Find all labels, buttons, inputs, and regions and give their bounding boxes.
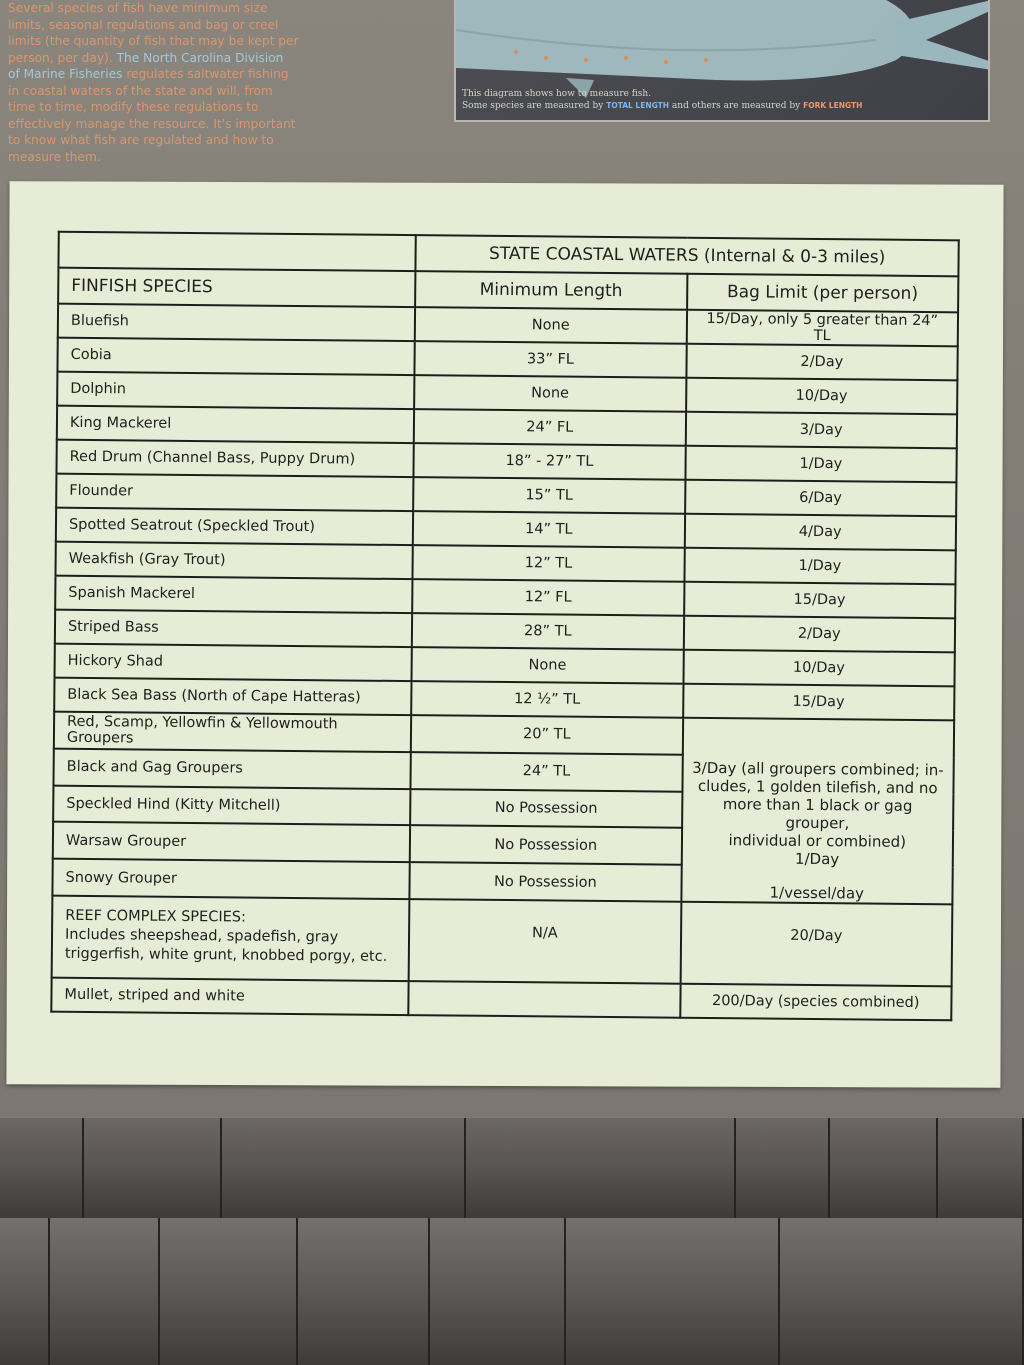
species-cell: Weakfish (Gray Trout) bbox=[55, 542, 412, 579]
length-cell: No Possession bbox=[410, 825, 682, 864]
species-cell: Cobia bbox=[57, 338, 414, 375]
column-header-bag: Bag Limit (per person) bbox=[687, 274, 959, 313]
species-cell: Warsaw Grouper bbox=[53, 822, 410, 862]
intro-line bbox=[8, 66, 338, 83]
species-cell: Bluefish bbox=[58, 304, 415, 341]
shingle bbox=[0, 1218, 50, 1365]
length-cell: 14” TL bbox=[413, 511, 685, 548]
caption-line: This diagram shows how to measure fish. bbox=[462, 89, 652, 99]
intro-line: measure them. bbox=[8, 149, 101, 164]
length-cell: 24” TL bbox=[411, 752, 683, 791]
grouper-bag-line: cludes, 1 golden tilefish, and no bbox=[697, 776, 938, 798]
length-cell: 12 ½” TL bbox=[411, 681, 683, 718]
shingle bbox=[566, 1218, 780, 1365]
intro-line: effectively manage the resource. It's important bbox=[8, 116, 296, 131]
species-cell bbox=[52, 896, 410, 981]
empty-header-cell bbox=[58, 232, 415, 271]
intro-line: limits (the quantity of fish that may be kept per bbox=[8, 34, 299, 48]
shingle bbox=[84, 1118, 222, 1218]
shingle bbox=[830, 1118, 938, 1218]
length-cell: No Possession bbox=[410, 789, 682, 828]
fish-caption bbox=[462, 88, 862, 112]
column-header-length: Minimum Length bbox=[415, 271, 687, 310]
intro-line: limits, seasonal regulations and bag or creel bbox=[8, 17, 279, 32]
intro-line: in coastal waters of the state and will, from bbox=[8, 83, 273, 98]
length-cell: 33” FL bbox=[415, 341, 687, 378]
group-header: STATE COASTAL WATERS (Internal & 0-3 miles) bbox=[416, 235, 959, 276]
fork-length-label: FORK LENGTH bbox=[803, 101, 863, 110]
length-cell: None bbox=[412, 647, 684, 684]
bag-cell: 1/Day bbox=[684, 548, 956, 585]
species-cell: Red Drum (Channel Bass, Puppy Drum) bbox=[56, 440, 413, 477]
shingle bbox=[222, 1118, 466, 1218]
length-cell: 15” TL bbox=[413, 477, 685, 514]
length-cell: 24” FL bbox=[414, 409, 686, 446]
species-cell: Striped Bass bbox=[55, 610, 412, 647]
species-cell: Dolphin bbox=[57, 372, 414, 409]
species-cell: Spotted Seatrout (Speckled Trout) bbox=[56, 508, 413, 545]
grouper-bag-line: 1/vessel/day bbox=[769, 883, 865, 903]
length-cell: 12” TL bbox=[413, 545, 685, 582]
intro-text: person, per day). bbox=[8, 50, 113, 65]
bag-cell: 15/Day bbox=[684, 582, 956, 619]
bag-cell: 2/Day bbox=[686, 344, 958, 381]
table-body bbox=[52, 304, 958, 905]
bag-cell: 10/Day bbox=[683, 650, 955, 687]
length-cell: 12” FL bbox=[412, 579, 684, 616]
bag-cell: 4/Day bbox=[684, 514, 956, 551]
grouper-bag-line: 3/Day (all groupers combined; in- bbox=[692, 758, 944, 780]
length-cell: 18” - 27” TL bbox=[414, 443, 686, 480]
shingle bbox=[938, 1118, 1024, 1218]
shingle-wall bbox=[0, 1118, 1024, 1365]
bag-cell: 2/Day bbox=[683, 616, 955, 653]
species-cell: Spanish Mackerel bbox=[55, 576, 412, 613]
length-cell: None bbox=[414, 375, 686, 412]
agency-name: of Marine Fisheries bbox=[8, 67, 123, 81]
bag-cell: 6/Day bbox=[685, 480, 957, 517]
intro-text: regulates saltwater fishing bbox=[126, 67, 289, 81]
intro-line: time to time, modify these regulations to bbox=[8, 100, 259, 114]
grouper-bag-cell bbox=[681, 718, 954, 905]
shingle bbox=[0, 1118, 84, 1218]
length-cell: 28” TL bbox=[412, 613, 684, 650]
bag-cell: 200/Day (species combined) bbox=[680, 984, 952, 1021]
grouper-bag-line: more than 1 black or gag grouper, bbox=[722, 795, 913, 833]
length-cell bbox=[408, 981, 680, 1018]
species-cell: Hickory Shad bbox=[55, 644, 412, 681]
grouper-bag-line: individual or combined) bbox=[728, 831, 907, 851]
shingle bbox=[466, 1118, 736, 1218]
length-cell: None bbox=[415, 307, 687, 344]
regulations-table bbox=[50, 231, 959, 1022]
bag-cell: 20/Day bbox=[680, 902, 952, 987]
shingle bbox=[736, 1118, 830, 1218]
bag-cell: 15/Day bbox=[683, 684, 955, 721]
species-cell: Black and Gag Groupers bbox=[53, 748, 410, 788]
caption-text: Some species are measured by bbox=[462, 101, 604, 111]
reef-detail: triggerfish, white grunt, knobbed porgy, etc. bbox=[64, 945, 388, 965]
intro-line: to know what fish are regulated and how to bbox=[8, 133, 274, 147]
species-cell: Flounder bbox=[56, 474, 413, 511]
species-cell: King Mackerel bbox=[57, 406, 414, 443]
regulations-sign bbox=[6, 181, 1003, 1087]
intro-line bbox=[8, 50, 338, 67]
agency-name: The North Carolina Division bbox=[116, 50, 284, 65]
total-length-label: TOTAL LENGTH bbox=[606, 101, 670, 110]
species-cell: Black Sea Bass (North of Cape Hatteras) bbox=[54, 678, 411, 715]
species-cell: Snowy Grouper bbox=[52, 859, 409, 899]
caption-line bbox=[462, 100, 862, 112]
table-row bbox=[52, 896, 953, 987]
shingle bbox=[780, 1218, 1024, 1365]
length-cell: 20” TL bbox=[411, 715, 683, 754]
caption-text: and others are measured by bbox=[671, 101, 801, 111]
species-cell: Red, Scamp, Yellowfin & Yellowmouth Groupers bbox=[54, 712, 411, 752]
reef-title: REEF COMPLEX SPECIES: bbox=[65, 907, 246, 926]
intro-line: Several species of fish have minimum size bbox=[8, 1, 268, 15]
grouper-bag-line: 1/Day bbox=[794, 849, 840, 869]
table-row bbox=[51, 978, 951, 1021]
shingle bbox=[298, 1218, 430, 1365]
length-cell: N/A bbox=[409, 899, 681, 984]
fish-measurement-panel bbox=[454, 0, 990, 122]
bag-cell: 3/Day bbox=[685, 412, 957, 449]
bag-cell: 15/Day, only 5 greater than 24” TL bbox=[686, 310, 958, 347]
reef-detail: Includes sheepshead, spadefish, gray bbox=[64, 926, 339, 946]
bag-cell: 1/Day bbox=[685, 446, 957, 483]
shingle bbox=[430, 1218, 566, 1365]
shingle bbox=[50, 1218, 160, 1365]
length-cell: No Possession bbox=[410, 862, 682, 901]
species-cell: Mullet, striped and white bbox=[51, 978, 408, 1015]
shingle bbox=[160, 1218, 298, 1365]
intro-paragraph bbox=[8, 0, 338, 165]
column-header-species: FINFISH SPECIES bbox=[58, 268, 415, 307]
bag-cell: 10/Day bbox=[686, 378, 958, 415]
species-cell: Speckled Hind (Kitty Mitchell) bbox=[53, 785, 410, 825]
